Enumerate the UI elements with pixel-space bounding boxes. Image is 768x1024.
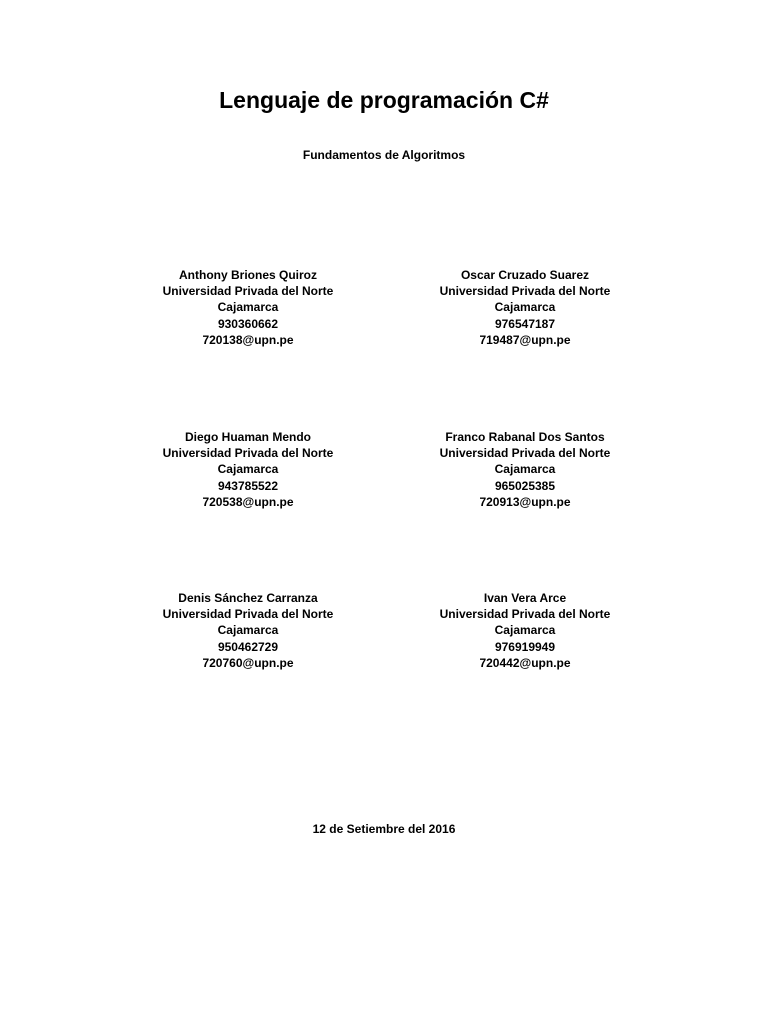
author-email: 719487@upn.pe <box>479 332 571 347</box>
author-block <box>395 267 655 348</box>
author-block <box>395 429 655 510</box>
author-university: Universidad Privada del Norte <box>162 446 334 461</box>
author-email: 720442@upn.pe <box>479 655 571 670</box>
author-city: Cajamarca <box>494 300 556 315</box>
author-email: 720138@upn.pe <box>202 332 294 347</box>
author-phone: 976919949 <box>494 639 556 654</box>
author-phone: 976547187 <box>494 316 556 331</box>
author-phone: 943785522 <box>217 478 279 493</box>
author-university: Universidad Privada del Norte <box>439 446 611 461</box>
author-university: Universidad Privada del Norte <box>439 607 611 622</box>
author-name: Ivan Vera Arce <box>483 591 567 605</box>
document-title: Lenguaje de programación C# <box>219 87 549 113</box>
document-subtitle: Fundamentos de Algoritmos <box>302 148 466 162</box>
author-university: Universidad Privada del Norte <box>439 284 611 299</box>
author-name: Oscar Cruzado Suarez <box>460 268 590 282</box>
author-name: Franco Rabanal Dos Santos <box>445 430 605 444</box>
author-university: Universidad Privada del Norte <box>162 607 334 622</box>
author-block <box>395 590 655 671</box>
author-university: Universidad Privada del Norte <box>162 284 334 299</box>
author-name: Anthony Briones Quiroz <box>179 268 317 282</box>
author-email: 720538@upn.pe <box>202 494 294 509</box>
author-block <box>118 590 378 671</box>
author-block <box>118 267 378 348</box>
author-email: 720913@upn.pe <box>479 494 571 509</box>
author-name: Diego Huaman Mendo <box>184 430 311 444</box>
author-phone: 965025385 <box>494 478 556 493</box>
author-phone: 930360662 <box>217 316 279 331</box>
author-city: Cajamarca <box>217 623 279 638</box>
author-city: Cajamarca <box>494 462 556 477</box>
author-city: Cajamarca <box>217 462 279 477</box>
document-date: 12 de Setiembre del 2016 <box>312 822 456 836</box>
author-city: Cajamarca <box>217 300 279 315</box>
author-block <box>118 429 378 510</box>
author-email: 720760@upn.pe <box>202 655 294 670</box>
author-phone: 950462729 <box>217 639 279 654</box>
author-city: Cajamarca <box>494 623 556 638</box>
author-name: Denis Sánchez Carranza <box>178 591 318 605</box>
